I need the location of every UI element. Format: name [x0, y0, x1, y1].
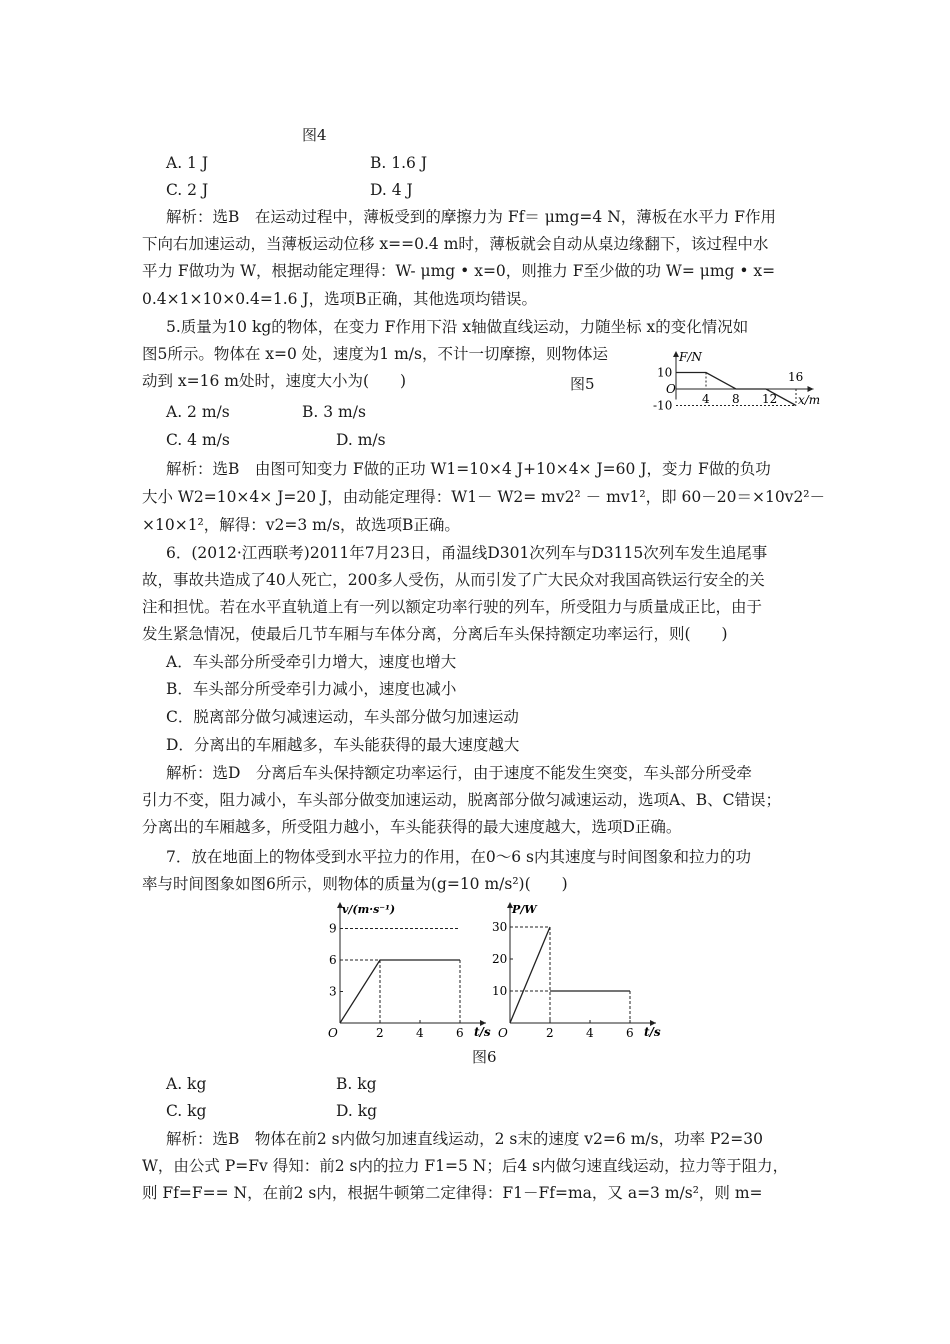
x-axis-arrow	[808, 386, 814, 392]
x-tick-label: 12	[762, 392, 778, 406]
fig6-caption: 图6	[472, 1048, 497, 1066]
q6-analysis-line: 引力不变，阻力减小，车头部分做变加速运动，脱离部分做匀减速运动，选项A、B、C错误；	[142, 791, 781, 809]
q6-option: A．车头部分所受牵引力增大，速度也增大	[166, 653, 457, 671]
y-axis-label: v/(m·s⁻¹)	[342, 903, 396, 916]
q4-analysis-line: 解析：选B 在运动过程中，薄板受到的摩擦力为 Ff＝ μmg=4 N，薄板在水平力 F作用	[166, 208, 776, 226]
q7-analysis-line: W，由公式 P=Fv 得知：前2 s内的拉力 F1=5 N；后4 s内做匀速直线运动，拉力等于阻力，	[142, 1157, 789, 1175]
q5-analysis-line: 大小 W2=10×4× J=20 J，由动能定理得：W1－ W2= mv2² － mv1²，即 60－20＝×10v2²－	[142, 488, 826, 506]
q7-stem-line: 7．放在地面上的物体受到水平拉力的作用，在0～6 s内其速度与时间图象和拉力的功	[166, 848, 751, 866]
q7-analysis-line: 解析：选B 物体在前2 s内做匀加速直线运动，2 s末的速度 v2=6 m/s，功率 P2=30	[166, 1130, 764, 1148]
q7-option-d: D. kg	[336, 1102, 378, 1120]
y-tick-label: 3	[329, 984, 337, 999]
q6-option: B．车头部分所受牵引力减小，速度也减小	[166, 680, 457, 698]
x-tick-label: 4	[702, 392, 710, 406]
x-tick-label: 16	[788, 370, 804, 384]
q4-option-a: A. 1 J	[166, 154, 209, 172]
q5-option-a: A. 2 m/s	[166, 403, 230, 421]
q6-stem-line: 注和担忧。若在水平直轨道上有一列以额定功率行驶的列车，所受阻力与质量成正比，由于	[142, 598, 763, 616]
y-axis-label: F/N	[679, 350, 702, 364]
x-tick-label: 8	[732, 392, 740, 406]
x-tick-label: 6	[456, 1026, 464, 1040]
y-tick-label: 20	[492, 952, 508, 966]
q5-analysis-line: ×10×1²，解得：v2=3 m/s，故选项B正确。	[142, 516, 460, 534]
q5-option-c: C. 4 m/s	[166, 431, 230, 449]
q6-option: C．脱离部分做匀减速运动，车头部分做匀加速运动	[166, 708, 519, 726]
y-tick-label: 6	[329, 953, 337, 967]
x-tick-label: 4	[416, 1026, 424, 1040]
fig6-velocity-chart	[310, 898, 495, 1038]
q5-stem-line: 5.质量为10 kg的物体，在变力 F作用下沿 x轴做直线运动，力随坐标 x的变化情况如	[166, 318, 749, 336]
y-tick-label: -10	[653, 398, 673, 413]
origin-label: O	[328, 1026, 338, 1040]
q4-option-d: D. 4 J	[370, 181, 413, 199]
series-line	[510, 927, 550, 1023]
q7-option-c: C. kg	[166, 1102, 207, 1120]
q5-option-b: B. 3 m/s	[302, 403, 366, 421]
q4-analysis-line: 下向右加速运动，当薄板运动位移 x==0.4 m时，薄板就会自动从桌边缘翻下，该过程中水	[142, 235, 769, 253]
q6-analysis-line: 分离出的车厢越多，所受阻力越小，车头能获得的最大速度越大，选项D正确。	[142, 818, 682, 836]
q6-stem-line: 发生紧急情况，使最后几节车厢与车体分离，分离后车头保持额定功率运行，则( )	[142, 625, 728, 643]
x-axis-label: t/s	[644, 1025, 661, 1039]
y-tick-label: 10	[657, 365, 673, 380]
q6-option: D．分离出的车厢越多，车头能获得的最大速度越大	[166, 736, 520, 754]
q6-stem-line: 故，事故共造成了40人死亡，200多人受伤，从而引发了广大民众对我国高铁运行安全的关	[142, 571, 765, 589]
q6-analysis-line: 解析：选D 分离后车头保持额定功率运行，由于速度不能发生突变，车头部分所受牵	[166, 764, 752, 782]
q7-option-a: A. kg	[166, 1075, 207, 1093]
q4-option-b: B. 1.6 J	[370, 154, 428, 172]
y-axis-label: P/W	[512, 903, 537, 916]
q5-analysis-line: 解析：选B 由图可知变力 F做的正功 W1=10×4 J+10×4× J=60 J，变力 F做的负功	[166, 460, 771, 478]
q4-analysis-line: 平力 F做功为 W，根据动能定理得：W- μmg • x=0，则推力 F至少做的功 W= μmg • x=	[142, 262, 776, 280]
origin-label: O	[666, 382, 676, 396]
y-tick-label: 9	[329, 921, 337, 936]
x-axis-label: x/m	[798, 393, 821, 407]
q4-option-c: C. 2 J	[166, 181, 209, 199]
fig6-power-chart	[480, 898, 665, 1038]
x-axis-label: t/s	[474, 1025, 491, 1039]
x-tick-label: 6	[626, 1026, 634, 1040]
q5-option-d: D. m/s	[336, 431, 386, 449]
q7-option-b: B. kg	[336, 1075, 377, 1093]
q6-stem-line: 6．(2012·江西联考)2011年7月23日，甬温线D301次列车与D3115次列车发生追尾事	[166, 544, 768, 562]
fig5-chart	[650, 350, 821, 415]
origin-label: O	[498, 1026, 508, 1040]
y-tick-label: 30	[492, 920, 508, 934]
x-tick-label: 4	[586, 1026, 594, 1040]
q7-stem-line: 率与时间图象如图6所示，则物体的质量为(g=10 m/s²)( )	[142, 875, 568, 893]
q5-stem-line: 图5所示。物体在 x=0 处，速度为1 m/s，不计一切摩擦，则物体运	[142, 345, 608, 363]
y-tick-label: 10	[492, 984, 508, 998]
q7-analysis-line: 则 Ff=F== N，在前2 s内，根据牛顿第二定律得：F1－Ff=ma，又 a=3 m/s²，则 m=	[142, 1184, 763, 1202]
q4-analysis-line: 0.4×1×10×0.4=1.6 J，选项B正确，其他选项均错误。	[142, 290, 538, 308]
fig5-caption: 图5	[570, 375, 595, 393]
series-line	[340, 960, 460, 1023]
x-tick-label: 2	[376, 1026, 384, 1040]
x-tick-label: 2	[546, 1026, 554, 1040]
q5-stem-line: 动到 x=16 m处时，速度大小为( )	[142, 372, 407, 390]
fig4-caption: 图4	[302, 126, 327, 144]
